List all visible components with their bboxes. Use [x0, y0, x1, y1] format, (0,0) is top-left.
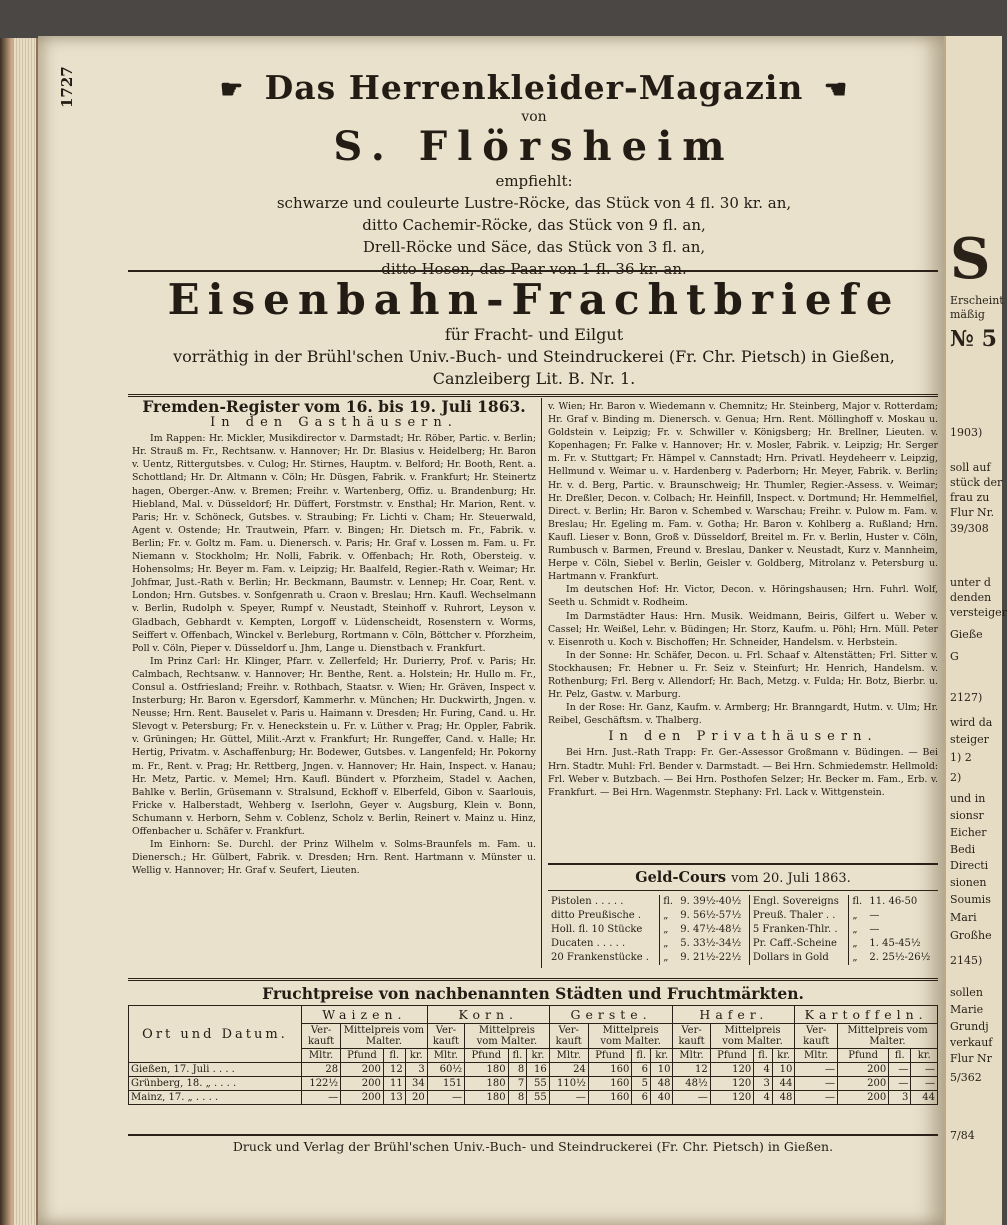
- geld-cours-cell: 20 Frankenstücke .: [551, 952, 649, 963]
- verkauft-header: Ver-kauft: [427, 1024, 464, 1049]
- advert-von: von: [521, 109, 547, 125]
- fruchtpreise-table: [128, 1005, 938, 1105]
- frachtbriefe-title: Eisenbahn-Frachtbriefe: [167, 275, 901, 324]
- price-cell: 160: [588, 1063, 632, 1077]
- gasthaeuser-heading: In den Gasthäusern.: [210, 415, 458, 431]
- unit-header: fl.: [754, 1049, 773, 1063]
- advert-title: Das Herrenkleider-Magazin: [264, 68, 804, 107]
- place-date: Mainz, 17. „ . . . .: [129, 1091, 302, 1105]
- geld-cours-row: [548, 951, 938, 965]
- fruchtpreise-title: Fruchtpreise von nachbenannten Städten und Fruchtmärkten.: [128, 978, 938, 1005]
- unit-header: kr.: [405, 1049, 427, 1063]
- geld-cours-cell: Ducaten . . . . .: [551, 938, 626, 949]
- price-cell: 55: [527, 1077, 549, 1091]
- register-paragraph: Im Rappen: Hr. Mickler, Musikdirector v. Darmstadt; Hr. Röber, Partic. v. Berlin; Hr. Strauß m. Fr., Rechtsanw. v. Hannover; Hr. Dr. Blasius v. Heidelberg; Hr. Baron v. Uentz, Rittergutsbes. v. Culog; Hr. Stirnes, Hauptm. v. Belford; Hr. Booth, Rent. a. Schottland; Hr. Dr. Altmann v. Cöln; Hr. Düsgen, Fabrik. v. Frankfurt; Hr. Steinertz hagen, Oberger.-Anw. v. Bremen; Freihr. v. Wartenberg, Offiz. u. Brandenburg; Hr. Hiebland, Mal. v. Düsseldorf; Hr. Düffert, Forstmstr. v. Ensthal; Hr. Marion, Rent. v. Paris; Hr. v. Schöneck, Gutsbes. v. Straubing; Fr. Lichti v. Cham; Hr. Steuerwald, Agent v. Ostende; Hr. Trautwein, Pfarr. v. Bingen; Hr. Dietsch m. Fr., Fabrik. v. Berlin; Fr. v. Goltz m. Fam. u. Dienersch. v. Paris; Hr. Graf v. Lossen m. Fam. u. Fr. Niemann v. Stockholm; Hr. Nolli, Fabrik. v. Offenbach; Hr. Roth, Obersteig. v. Hohensolms; Hr. Beyer m. Fam. v. Leipzig; Hr. Baalfeld, Regier.-Rath v. Weimar; Hr. Johfmar, Just.-Rath v. Berlin; Hr. Beckmann, Baumstr. v. Lennep; Hr. Coar, Rent. v. London; Hrn. Gutsbes. v. Sonfgenrath u. Craon v. Breslau; Hrn. Kaufl. Wechselmann v. Berlin, Rudolph v. Speyer, Rumpf v. Neustadt, Steinhoff v. Ruhrort, Leyson v. Gladbach, Gebhardt v. Kempten, Lorgoff v. Lüdenscheidt, Rosenstern v. Worms, Seiffert v. Offenbach, Winckel v. Berleburg, Rortmann v. Cöln, Böttcher v. Pforzheim, Poll v. Cöln, Pieper v. Düsseldorf u. Jhm, Lange u. Dienstbach v. Frankfurt.: [132, 433, 536, 654]
- geld-cours: [548, 863, 938, 965]
- register-paragraph: In der Rose: Hr. Ganz, Kaufm. v. Armberg; Hr. Branngardt, Hutm. v. Ulm; Hr. Reibel, Geschäftsm. v. Thalberg.: [548, 702, 938, 727]
- frachtbriefe-advert: [130, 275, 938, 390]
- adjacent-page-fragment: Bedi: [950, 843, 976, 856]
- unit-header: Mltr.: [302, 1049, 341, 1063]
- price-cell: 120: [710, 1077, 754, 1091]
- adjacent-page-fragment: versteiger: [950, 606, 1007, 619]
- grain-header: Kartoffeln.: [795, 1006, 938, 1024]
- price-cell: 5: [632, 1077, 651, 1091]
- adjacent-page-fragment: stück der: [950, 476, 1003, 489]
- register-paragraph: Im Einhorn: Se. Durchl. der Prinz Wilhelm v. Solms-Braunfels m. Fam. u. Dienersch.; Hr. Gülbert, Fabrik. v. Dresden; Hrn. Rent. Hartmann v. Münster u. Wellig v. Hannover; Hr. Graf v. Seufert, Lieuten.: [132, 839, 536, 877]
- frachtbriefe-line: für Fracht- und Eilgut: [444, 325, 624, 344]
- adjacent-page-fragment: Marie: [950, 1003, 984, 1016]
- price-cell: 3: [754, 1077, 773, 1091]
- price-cell: 200: [838, 1063, 889, 1077]
- frachtbriefe-line: Canzleiberg Lit. B. Nr. 1.: [432, 369, 636, 388]
- price-cell: 200: [341, 1077, 384, 1091]
- adjacent-page-fragment: denden: [950, 591, 992, 604]
- price-cell: 200: [341, 1063, 384, 1077]
- grain-header: Korn.: [427, 1006, 549, 1024]
- geld-cours-cell: 9. 21½-22½: [680, 952, 742, 963]
- price-cell: —: [673, 1091, 710, 1105]
- adjacent-page-fragment: sionsr: [950, 809, 984, 822]
- adjacent-page-fragment: 1) 2: [950, 751, 972, 764]
- geld-cours-cell: 11. 46-50: [869, 896, 918, 907]
- price-cell: 24: [549, 1063, 588, 1077]
- price-cell: 44: [772, 1077, 794, 1091]
- advert-line: ditto Hosen, das Paar von 1 fl. 36 kr. an.: [381, 260, 687, 278]
- mittelpreis-header: Mittelpreis vom Malter.: [341, 1024, 428, 1049]
- price-cell: 200: [341, 1091, 384, 1105]
- unit-header: Mltr.: [427, 1049, 464, 1063]
- unit-header: Mltr.: [549, 1049, 588, 1063]
- page-edges: [14, 38, 36, 1225]
- geld-cours-cell: „: [660, 923, 678, 937]
- place-date: Grünberg, 18. „ . . . .: [129, 1077, 302, 1091]
- imprint-footer: Druck und Verlag der Brühl'schen Univ.-Buch- und Steindruckerei (Fr. Chr. Pietsch) in Gießen.: [128, 1134, 938, 1154]
- unit-header: fl.: [383, 1049, 405, 1063]
- price-cell: 180: [465, 1091, 509, 1105]
- register-paragraph: In der Sonne: Hr. Schäfer, Decon. u. Frl. Schaaf v. Altenstätten; Frl. Sitter v. Stockhausen; Fr. Hebner u. Fr. Seiz v. Steinfurt; Hr. Henrich, Handelsm. v. Rothenburg; Frl. Berg v. Allendorf; Hr. Bach, Metzg. v. Fulda; Hr. Botz, Bierbr. u. Hr. Pelz, Gastw. v. Marburg.: [548, 649, 938, 701]
- adjacent-page-fragment: sollen: [950, 986, 983, 999]
- geld-cours-cell: Preuß. Thaler . .: [749, 909, 849, 923]
- price-cell: —: [889, 1077, 911, 1091]
- geld-cours-cell: —: [869, 910, 880, 921]
- price-cell: 28: [302, 1063, 341, 1077]
- geld-cours-cell: „: [849, 951, 867, 965]
- register-paragraph: Im Darmstädter Haus: Hrn. Musik. Weidmann, Beiris, Gilfert u. Weber v. Cassel; Hr. Weißel, Lehr. v. Büdingen; Hr. Storz, Kaufm. u. Pöhl; Hrn. Müll. Peter v. Eisenroth u. Koch v. Bischoffen; Hr. Schneider, Handelsm. v. Herbstein.: [548, 610, 938, 648]
- price-cell: —: [795, 1063, 838, 1077]
- price-cell: —: [427, 1091, 464, 1105]
- adjacent-page-fragment: Großhe: [950, 929, 992, 942]
- price-cell: 180: [465, 1063, 509, 1077]
- price-cell: 11: [383, 1077, 405, 1091]
- geld-cours-row: [548, 909, 938, 923]
- register-paragraph: Bei Hrn. Just.-Rath Trapp: Fr. Ger.-Assessor Großmann v. Büdingen. — Bei Hrn. Stadtr. Muhl: Frl. Bender v. Darmstadt. — Bei Hrn. Schmiedemstr. Hellmold: Frl. Weber v. Butzbach. — Bei Hrn. Posthofen Selzer; Hr. Becker m. Fam., Erb. v. Frankfurt. — Bei Hrn. Wagenmstr. Stephany: Frl. Lack v. Wittgenstein.: [548, 747, 938, 798]
- pointing-hand-right-icon: ☛: [219, 75, 245, 105]
- geld-cours-cell: fl.: [660, 895, 678, 909]
- adjacent-page: [944, 36, 1007, 1225]
- adjacent-page-fragment: Directi: [950, 859, 989, 872]
- price-cell: 16: [527, 1063, 549, 1077]
- price-cell: 48: [772, 1091, 794, 1105]
- advert-line: ditto Cachemir-Röcke, das Stück von 9 fl. an,: [362, 216, 706, 234]
- register-paragraph: Im deutschen Hof: Hr. Victor, Decon. v. Höringshausen; Hrn. Fuhrl. Wolf, Seeth u. Schmidt v. Rodheim.: [548, 584, 938, 609]
- geld-cours-cell: „: [660, 937, 678, 951]
- register-left-column: [132, 397, 536, 877]
- page-number: 1727: [58, 66, 76, 108]
- advert-recommends: empfiehlt:: [495, 172, 573, 190]
- adjacent-page-fragment: sionen: [950, 876, 987, 889]
- advert-firm: S. Flörsheim: [333, 123, 735, 170]
- geld-cours-cell: Dollars in Gold: [749, 951, 849, 965]
- adjacent-page-fragment: Soumis: [950, 893, 991, 906]
- adjacent-page-fragment: Eicher: [950, 826, 987, 839]
- unit-header: Mltr.: [795, 1049, 838, 1063]
- unit-header: kr.: [527, 1049, 549, 1063]
- geld-cours-cell: 1. 45-45½: [869, 938, 921, 949]
- place-header: Ort und Datum.: [129, 1006, 302, 1063]
- adjacent-page-fragment: 1903): [950, 426, 983, 439]
- geld-cours-cell: 9. 39½-40½: [680, 896, 742, 907]
- price-cell: 13: [383, 1091, 405, 1105]
- adjacent-page-fragment: 7/84: [950, 1129, 975, 1142]
- geld-cours-cell: 9. 47½-48½: [680, 924, 742, 935]
- adjacent-page-fragment: unter d: [950, 576, 991, 589]
- price-cell: 40: [650, 1091, 672, 1105]
- divider: [128, 270, 938, 272]
- advert-line: Drell-Röcke und Säce, das Stück von 3 fl. an,: [362, 238, 706, 256]
- pointing-hand-left-icon: ☚: [823, 75, 849, 105]
- price-cell: 110½: [549, 1077, 588, 1091]
- adjacent-page-fragment: soll auf: [950, 461, 991, 474]
- adjacent-page-fragment: frau zu: [950, 491, 990, 504]
- adjacent-page-fragment: Flur Nr: [950, 1052, 992, 1065]
- price-cell: 160: [588, 1077, 632, 1091]
- adjacent-page-fragment: S: [950, 226, 991, 292]
- price-cell: 200: [838, 1077, 889, 1091]
- geld-cours-row: [548, 937, 938, 951]
- price-cell: 4: [754, 1063, 773, 1077]
- price-cell: —: [549, 1091, 588, 1105]
- geld-cours-cell: ditto Preußische .: [551, 910, 642, 921]
- price-cell: —: [795, 1091, 838, 1105]
- price-cell: 180: [465, 1077, 509, 1091]
- mittelpreis-header: Mittelpreis vom Malter.: [838, 1024, 938, 1049]
- unit-header: Pfund: [341, 1049, 384, 1063]
- unit-header: kr.: [650, 1049, 672, 1063]
- adjacent-page-fragment: 2145): [950, 954, 983, 967]
- register-paragraph: v. Wien; Hr. Baron v. Wiedemann v. Chemnitz; Hr. Steinberg, Major v. Rotterdam; Hr. Graf v. Binding m. Dienersch. v. Genua; Hrn. Rent. Möllinghoff v. Moskau u. Goldstein v. Leipzig; Fr. v. Schwiller v. Königsberg; Hr. Brellner, Lieuten. v. Kopenhagen; Fr. Falke v. Hannover; Hr. v. Mosler, Fabrik. v. Leipzig; Hr. Serger m. Fr. v. Stuttgart; Fr. Hämpel v. Cannstadt; Hrn. Privatl. Heydeheerr v. Leipzig, Hellmund v. Weimar u. v. Hardenberg v. Paderborn; Hr. Meyer, Fabrik. v. Berlin; Hr. v. d. Berg, Partic. v. Braunschweig; Hr. Thumler, Regier.-Assess. v. Weimar; Hr. Dreßler, Decon. v. Colbach; Hr. Heinfill, Inspect. v. Dortmund; Hr. Hemmelfiel, Direct. v. Berlin; Hr. Baron v. Schembed v. Warschau; Freihr. v. Pulow m. Fam. v. Breslau; Hr. Egeling m. Fam. v. Gotha; Hr. Baron v. Kohlberg a. Rußland; Hrn. Kaufl. Lieser v. Bonn, Groß v. Düsseldorf, Breitel m. Fr. v. Berlin, Huster v. Cöln, Rumbusch v. Barmen, Freund v. Breslau, Danker v. Neustadt, Kurz v. Mannheim, Herpe v. Cöln, Siebel v. Berlin, Geisler v. Goldberg, Mitrolanz v. Petersburg u. Hartmann v. Frankfurt.: [548, 401, 938, 583]
- price-cell: 4: [754, 1091, 773, 1105]
- price-cell: 48: [650, 1077, 672, 1091]
- price-cell: 8: [508, 1091, 527, 1105]
- place-date: Gießen, 17. Juli . . . .: [129, 1063, 302, 1077]
- verkauft-header: Ver-kauft: [795, 1024, 838, 1049]
- geld-cours-date: vom 20. Juli 1863.: [731, 871, 851, 886]
- geld-cours-cell: 5. 33½-34½: [680, 938, 742, 949]
- price-cell: 44: [911, 1091, 938, 1105]
- adjacent-page-fragment: wird da: [950, 716, 993, 729]
- price-cell: —: [302, 1091, 341, 1105]
- price-cell: 120: [710, 1091, 754, 1105]
- price-cell: 48½: [673, 1077, 710, 1091]
- price-cell: —: [795, 1077, 838, 1091]
- price-cell: 200: [838, 1091, 889, 1105]
- verkauft-header: Ver-kauft: [549, 1024, 588, 1049]
- geld-cours-title: [548, 863, 938, 891]
- price-cell: 7: [508, 1077, 527, 1091]
- price-cell: 12: [383, 1063, 405, 1077]
- unit-header: Pfund: [465, 1049, 509, 1063]
- advert-line: schwarze und couleurte Lustre-Röcke, das Stück von 4 fl. 30 kr. an,: [276, 194, 792, 212]
- grain-header: Hafer.: [673, 1006, 795, 1024]
- adjacent-page-fragment: Grundj: [950, 1020, 989, 1033]
- unit-header: fl.: [632, 1049, 651, 1063]
- verkauft-header: Ver-kauft: [673, 1024, 710, 1049]
- geld-cours-cell: „: [849, 937, 867, 951]
- register-right-column: [548, 400, 938, 799]
- geld-cours-cell: „: [849, 923, 867, 937]
- price-cell: 12: [673, 1063, 710, 1077]
- grain-header: Waizen.: [302, 1006, 428, 1024]
- adjacent-page-fragment: 2127): [950, 691, 983, 704]
- geld-cours-table: [548, 895, 938, 965]
- price-cell: 3: [405, 1063, 427, 1077]
- adjacent-page-fragment: Mari: [950, 911, 977, 924]
- adjacent-page-fragment: Erscheint: [950, 294, 1004, 307]
- price-cell: 122½: [302, 1077, 341, 1091]
- price-cell: 6: [632, 1091, 651, 1105]
- price-row: [129, 1091, 938, 1105]
- geld-cours-cell: fl.: [849, 895, 867, 909]
- geld-cours-cell: „: [660, 951, 678, 965]
- register-paragraph: Im Prinz Carl: Hr. Klinger, Pfarr. v. Zellerfeld; Hr. Durierry, Prof. v. Paris; Hr. Calmbach, Rechtsanw. v. Hannover; Hr. Benthe, Rent. a. Holstein; Hr. Hullo m. Fr., Consul a. Ostfriesland; Freihr. v. Rothbach, Staatsr. v. Wien; Hr. Gräven, Inspect v. Insterburg; Hr. Baron v. Egersdorf, Kammerhr. v. München; Hr. Duckwirth, Jngen. v. Neusse; Hrn. Rent. Bauselet v. Paris u. Haimann v. Dresden; Hr. Furing, Cand. u. Hr. Slevogt v. Petersburg; Fr. v. Heneckstein u. Fr. v. Lüther v. Prag; Hr. Oppler, Fabrik. v. Grüningen; Hr. Güttel, Milit.-Arzt v. Frankfurt; Hr. Rungeffer, Cand. v. Halle; Hr. Hertig, Privatm. v. Aschaffenburg; Hr. Bodewer, Gutsbes. v. Langenfeld; Hr. Pokorny m. Fr., Rent. v. Prag; Hr. Rettberg, Jngen. v. Hannover; Hr. Hain, Inspect. v. Hanau; Hr. Metz, Partic. v. Memel; Hrn. Kaufl. Bündert v. Pforzheim, Stadel v. Aachen, Bahlke v. Berlin, Grüsemann v. Stralsund, Eckhoff v. Elberfeld, Gibon v. Saarlouis, Fricke v. Halberstadt, Wehberg v. Iserlohn, Geyer v. Augsburg, Klein v. Bonn, Schumann v. Herborn, Sehm v. Coblenz, Scholz v. Berlin, Reinert v. Mainz u. Hinz, Offenbacher u. Schäfer v. Frankfurt.: [132, 655, 536, 837]
- price-cell: 120: [710, 1063, 754, 1077]
- geld-cours-cell: „: [849, 909, 867, 923]
- column-divider: [541, 398, 542, 968]
- geld-cours-cell: „: [660, 909, 678, 923]
- verkauft-header: Ver-kauft: [302, 1024, 341, 1049]
- price-cell: 34: [405, 1077, 427, 1091]
- price-cell: 6: [632, 1063, 651, 1077]
- price-cell: 3: [889, 1091, 911, 1105]
- geld-cours-cell: —: [869, 924, 880, 935]
- geld-cours-cell: 2. 25½-26½: [869, 952, 931, 963]
- unit-header: Pfund: [838, 1049, 889, 1063]
- mittelpreis-header: Mittelpreis vom Malter.: [465, 1024, 550, 1049]
- price-row: [129, 1063, 938, 1077]
- herrenkleider-advert: [130, 64, 938, 280]
- privathaeuser-heading: In den Privathäusern.: [608, 729, 878, 745]
- adjacent-page-fragment: G: [950, 650, 959, 663]
- geld-cours-heading: Geld-Cours: [635, 869, 727, 886]
- price-cell: 8: [508, 1063, 527, 1077]
- price-cell: 10: [650, 1063, 672, 1077]
- unit-header: kr.: [911, 1049, 938, 1063]
- price-row: [129, 1077, 938, 1091]
- price-cell: 55: [527, 1091, 549, 1105]
- adjacent-page-fragment: № 5: [950, 326, 997, 352]
- price-cell: 60½: [427, 1063, 464, 1077]
- grain-header: Gerste.: [549, 1006, 673, 1024]
- adjacent-page-fragment: und in: [950, 792, 986, 805]
- geld-cours-row: [548, 923, 938, 937]
- geld-cours-cell: Holl. fl. 10 Stücke: [551, 924, 643, 935]
- geld-cours-cell: 5 Franken-Thlr. .: [749, 923, 849, 937]
- unit-header: Mltr.: [673, 1049, 710, 1063]
- geld-cours-row: [548, 895, 938, 909]
- adjacent-page-fragment: 2): [950, 771, 962, 784]
- adjacent-page-fragment: steiger: [950, 733, 989, 746]
- frachtbriefe-line: vorräthig in der Brühl'schen Univ.-Buch- und Steindruckerei (Fr. Chr. Pietsch) in Gießen,: [173, 347, 895, 366]
- unit-header: fl.: [508, 1049, 527, 1063]
- price-cell: —: [911, 1077, 938, 1091]
- adjacent-page-fragment: mäßig: [950, 308, 985, 321]
- fruchtpreise: [128, 978, 938, 1105]
- price-cell: 151: [427, 1077, 464, 1091]
- price-cell: 20: [405, 1091, 427, 1105]
- geld-cours-cell: Pr. Caff.-Scheine: [749, 937, 849, 951]
- register-title: Fremden-Register vom 16. bis 19. Juli 1863.: [142, 397, 526, 416]
- unit-header: fl.: [889, 1049, 911, 1063]
- unit-header: Pfund: [710, 1049, 754, 1063]
- price-cell: 160: [588, 1091, 632, 1105]
- adjacent-page-fragment: verkauf: [950, 1036, 993, 1049]
- geld-cours-cell: Pistolen . . . . .: [551, 896, 624, 907]
- advert-title-row: [130, 68, 938, 107]
- geld-cours-cell: 9. 56½-57½: [680, 910, 742, 921]
- mittelpreis-header: Mittelpreis vom Malter.: [710, 1024, 795, 1049]
- mittelpreis-header: Mittelpreis vom Malter.: [588, 1024, 673, 1049]
- adjacent-page-fragment: Gieße: [950, 628, 983, 641]
- adjacent-page-fragment: 5/362: [950, 1071, 982, 1084]
- adjacent-page-fragment: Flur Nr.: [950, 506, 995, 519]
- price-cell: —: [889, 1063, 911, 1077]
- geld-cours-cell: Engl. Sovereigns: [749, 895, 849, 909]
- unit-header: kr.: [772, 1049, 794, 1063]
- price-cell: —: [911, 1063, 938, 1077]
- price-cell: 10: [772, 1063, 794, 1077]
- adjacent-page-fragment: 39/308: [950, 522, 989, 535]
- unit-header: Pfund: [588, 1049, 632, 1063]
